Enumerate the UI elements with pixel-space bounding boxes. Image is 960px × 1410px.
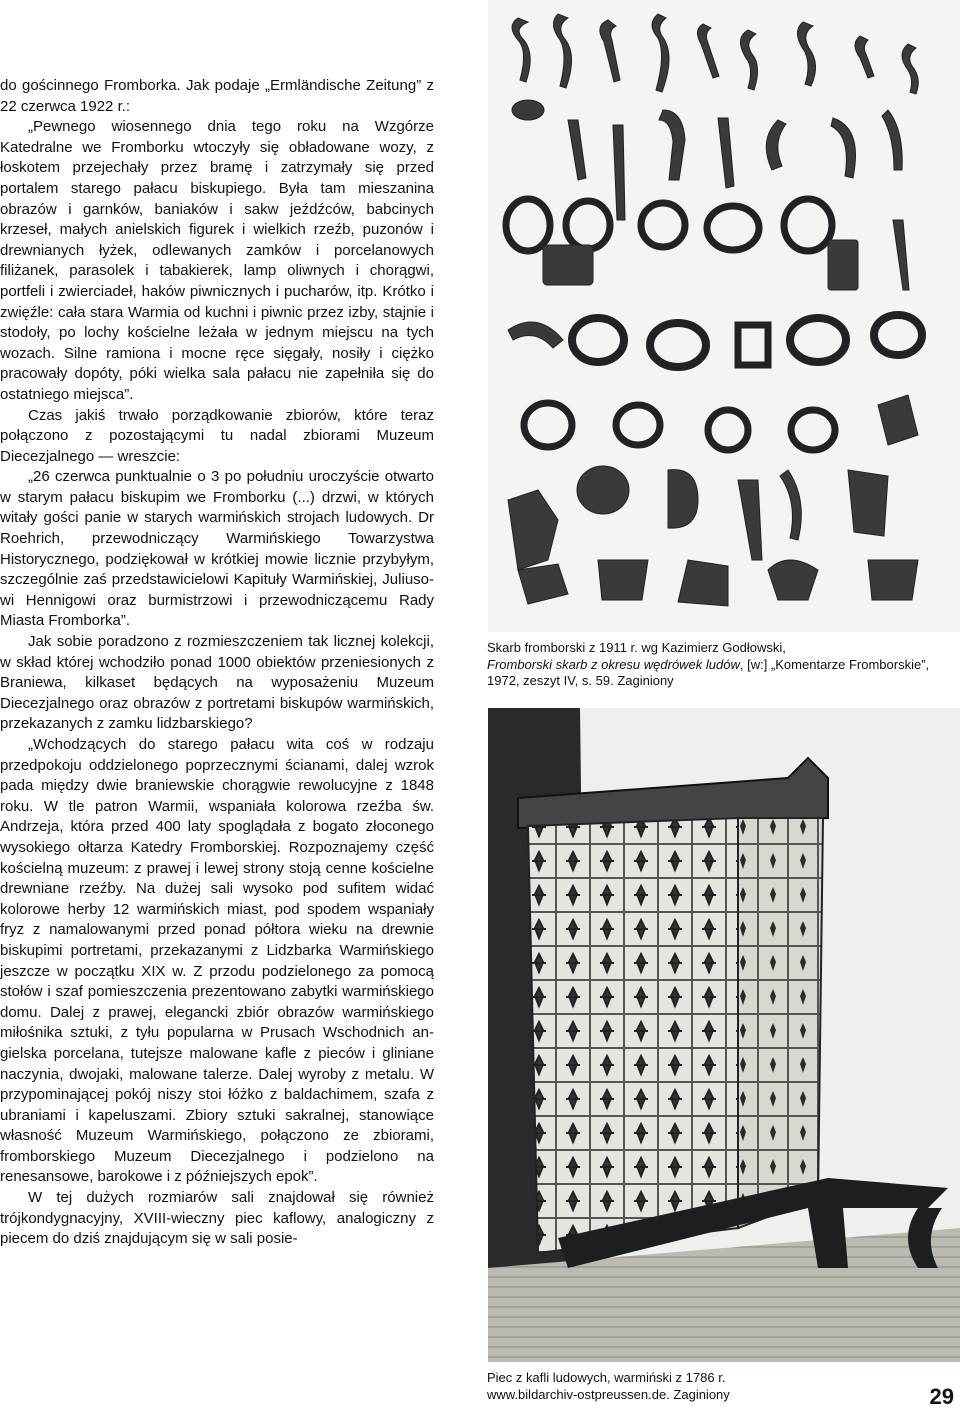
hoard-drawing-figure: [488, 0, 960, 632]
caption-text: Skarb fromborski z 1911 r. wg Kazimierz Godłowski,: [487, 640, 786, 655]
caption-text: , [w:] „Komentarze Fromborskie”, 1972, zeszyt IV, s. 59. Zaginiony: [487, 656, 930, 688]
paragraph: W tej dużych rozmiarów sali znajdował się również trójkondygnacyjny, XVIII-wieczny piec kaflowy, analogiczny z piecem do dziś znajdującym się w sali posie-: [0, 1189, 434, 1248]
caption-text: Piec z kafli ludowych, warmiński z 1786 r.: [487, 1370, 726, 1385]
caption-source-link[interactable]: www.bildarchiv-ostpreussen.de. Zaginiony: [487, 1386, 730, 1402]
tiled-stove-photo: [488, 708, 960, 1362]
stove-illustration: [488, 708, 960, 1362]
paragraph: „Pewnego wiosennego dnia tego roku na Wzgórze Katedralne we Fromborku wtoczyły się obładowane wozy, z łoskotem przejechały przez bramę i zatrzymały się przed portalem starego pałacu biskupiego. Była tam mieszanina obrazów i garnków, baniaków i sakw jeźdźców, babcinych krzeseł, małych anielskich figurek i wielkich rzeźb, puzonów i drewnianych łyżek, odlewanych zamków i porcelanowych filiżanek, parasolek i tabakierek, lamp oliwnych i chorągwi, portfeli i zwierciadeł, haków piwnicznych i pucharów, itp. Krótko i zwięźle: cała stara Warmia od kuchni i piwnic przez izby, stajnie i stodoły, po lochy kościelne leżała w jednym miejscu na tych wozach. Silne ramiona i mocne ręce sięgały, nosiły i ciężko pracowały dopóty, póki wielka sala pałacu nie zapełniła się do ostatniego miejsca”.: [0, 118, 434, 403]
paragraph: Jak sobie poradzono z rozmieszczeniem tak licznej kolekcji, w skład której wchodziło ponad 1000 obiektów przeniesionych z Braniewa, kilkaset będących na wyposażeniu Muzeum Diecezjalnego oraz obrazów z portretami biskupów warmińskich, przekazanych z zamku lidzbarskiego?: [0, 633, 434, 733]
figure1-caption: [487, 640, 957, 690]
paragraph: „26 czerwca punktualnie o 3 po południu uroczyście otwarto w starym pałacu biskupim we Fromborku (...) drzwi, w których witały gości panie w starych warmińskich strojach ludowych. Dr Roehrich, przewodniczący Warmińskiego Towarzystwa Historycznego, podziękował w krótkiej mowie licznie przybyłym, szczególnie zaś przedstawicielowi Kapituły Warmińskiej, Juliusowi Hennigowi oraz burmistrzowi i przewodniczącemu Rady Miasta Fromborka”.: [0, 468, 434, 630]
caption-title: Fromborski skarb z okresu wędrówek ludów: [487, 656, 740, 672]
hoard-artifacts-illustration: [488, 0, 960, 632]
page-number: 29: [929, 1384, 954, 1409]
paragraph: do gościnnego Fromborka. Jak podaje „Ermländische Zeitung” z 22 czerwca 1922 r.:: [0, 77, 434, 115]
article-body: [0, 76, 434, 1250]
paragraph: „Wchodzących do starego pałacu wita coś w rodzaju przedpokoju oddzielonego poprzecznymi ścianami, dalej wzrok pada między dwie braniewskie chorągwie rewolucyjne z 1848 roku. W tle patron Warmii, wspaniała kolorowa rzeźba św. Andrzeja, która przed 400 laty spoglądała z bogato złoconego wysokiego ołtarza Katedry Fromborskiej. Rozpoznajemy część kościelną muzeum: z prawej i lewej strony stoją cenne kościelne drewniane rzeźby. Na dużej sali wysoko pod sufitem widać kolorowe herby 12 warmińskich miast, pod spodem wspaniały fryz z namalowanymi przed ponad półtora wieku na drewnie biskupimi portretami, przekazanymi z Lidzbarka Warmińskiego jeszcze w początku XIX w. Z przodu podzielonego za pomocą stołów i szaf pomieszczenia prezentowano zabytki warmińskiego domu. Dalej z prawej, elegancki zbiór obrazów warmińskiego miłośnika sztuki, z tyłu popularna w Prusach Wschodnich angielska porcelana, tutejsze malowane kafle z pieców i gliniane naczynia, dwojaki, malowane talerze. Dalej wyroby z metalu. W przypominającej pokój niszy stoi łóżko z baldachimem, szafa z ubraniami i kapeluszami. Zbiory sztuki sakralnej, stanowiące własność Muzeum Warmińskiego, połączono ze zbiorami, fromborskiego Muzeum Diecezjalnego i podzielono na renesansowe, barokowe i z późniejszych epok”.: [0, 736, 434, 1186]
figure2-caption: [487, 1370, 887, 1403]
paragraph: Czas jakiś trwało porządkowanie zbiorów, które teraz połączono z pozostającymi tu nadal zbiorami Muzeum Diecezjalnego — wreszcie:: [0, 406, 434, 465]
